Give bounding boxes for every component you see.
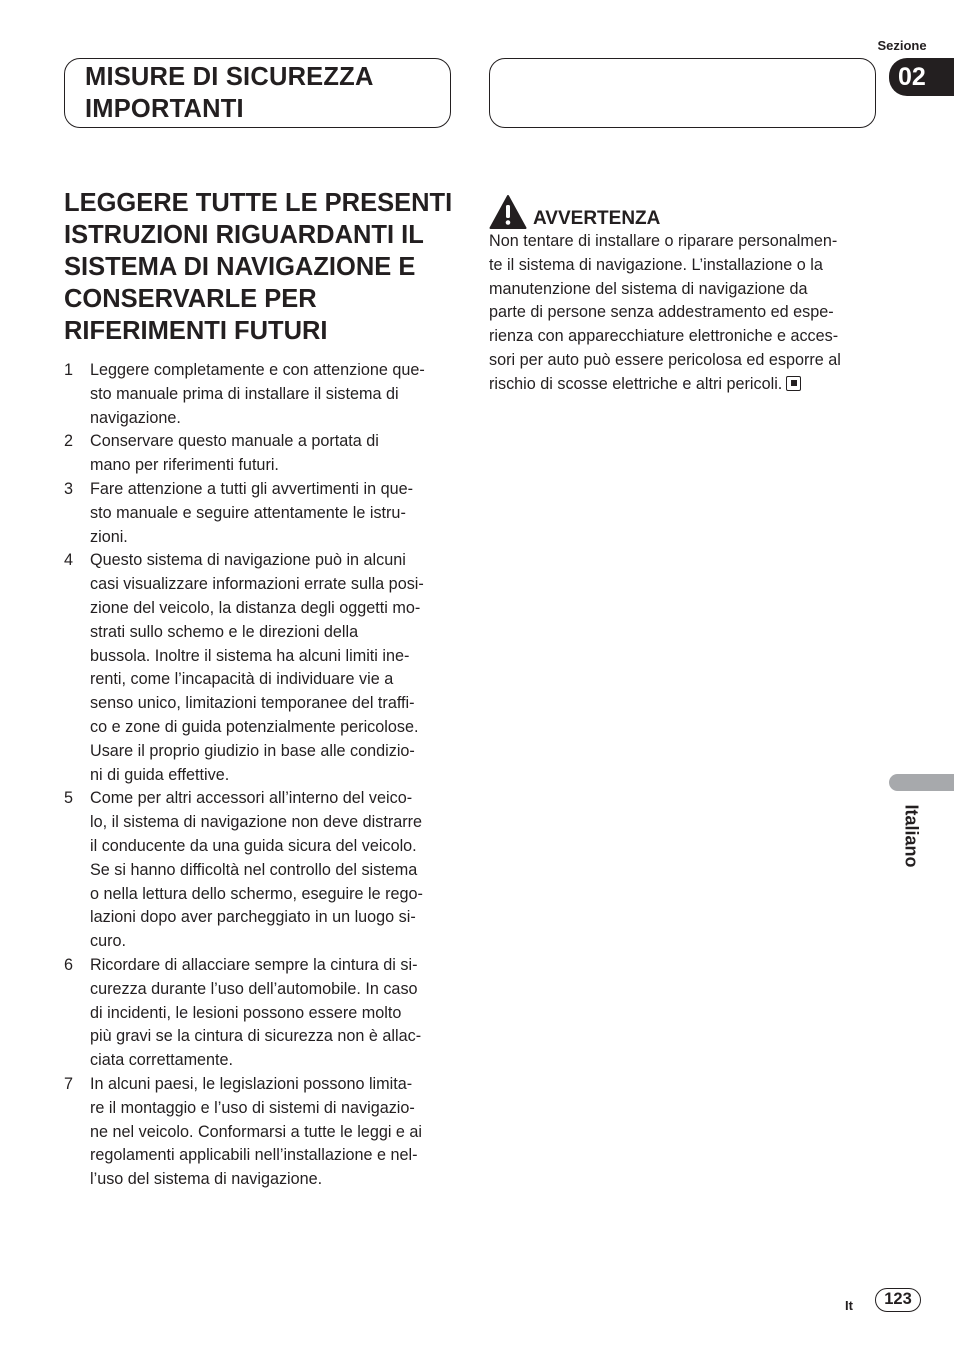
list-item-text bbox=[90, 1073, 454, 1192]
list-item-line: Come per altri accessori all’interno del veico- bbox=[90, 789, 413, 808]
list-item-line: il conducente da una guida sicura del veicolo. bbox=[90, 836, 417, 855]
list-item-line: renti, come l’incapacità di individuare vie a bbox=[90, 670, 394, 689]
list-item-line: curo. bbox=[90, 932, 126, 951]
list-item-line: sto manuale e seguire attentamente le istru- bbox=[90, 503, 406, 522]
list-item-line: navigazione. bbox=[90, 408, 181, 427]
list-item-line: regolamenti applicabili nell’installazione e nel- bbox=[90, 1146, 418, 1165]
section-label: Sezione bbox=[877, 38, 927, 53]
list-item-line: In alcuni paesi, le legislazioni possono limita- bbox=[90, 1074, 413, 1093]
list-item bbox=[64, 430, 454, 478]
language-tab bbox=[889, 774, 954, 791]
list-item-line: Usare il proprio giudizio in base alle condizio- bbox=[90, 741, 415, 760]
list-item-line: co e zone di guida potenzialmente pericolose. bbox=[90, 717, 419, 736]
list-item-line: Questo sistema di navigazione può in alcuni bbox=[90, 551, 406, 570]
page-number: 123 bbox=[875, 1288, 921, 1312]
warning-line: sori per auto può essere pericolosa ed esporre al bbox=[489, 350, 841, 369]
language-code: It bbox=[845, 1298, 853, 1313]
list-item bbox=[64, 359, 454, 430]
list-item bbox=[64, 549, 454, 787]
list-item-number: 4 bbox=[64, 551, 74, 570]
main-heading: LEGGERE TUTTE LE PRESENTI ISTRUZIONI RIGUARDANTI IL SISTEMA DI NAVIGAZIONE E CONSERVARLE PER RIFERIMENTI FUTURI bbox=[64, 189, 453, 345]
main-column bbox=[64, 187, 454, 1192]
section-title-box bbox=[64, 58, 451, 128]
section-number-tab: 02 bbox=[889, 58, 954, 96]
end-of-section-icon bbox=[786, 376, 801, 391]
list-item-line: o nella lettura dello schermo, eseguire le rego- bbox=[90, 884, 423, 903]
list-item-line: Leggere completamente e con attenzione que- bbox=[90, 361, 425, 379]
list-item-text bbox=[90, 549, 454, 787]
list-item-number: 3 bbox=[64, 479, 74, 498]
list-item-line: senso unico, limitazioni temporanee del traffi- bbox=[90, 694, 415, 713]
list-item-line: bussola. Inoltre il sistema ha alcuni limiti ine- bbox=[90, 646, 410, 665]
list-item-line: Se si hanno difficoltà nel controllo del sistema bbox=[90, 860, 418, 879]
list-item-text bbox=[90, 787, 454, 954]
list-item-number: 1 bbox=[64, 361, 74, 379]
section-title: MISURE DI SICUREZZA IMPORTANTI bbox=[85, 63, 373, 123]
warning-text bbox=[489, 230, 871, 397]
list-item-line: ciata correttamente. bbox=[90, 1051, 234, 1070]
warning-line: te il sistema di navigazione. L’installazione o la bbox=[489, 255, 823, 274]
list-item-line: ni di guida effettive. bbox=[90, 765, 230, 784]
warning-line: rienza con apparecchiature elettroniche e acces- bbox=[489, 327, 839, 346]
list-item-line: casi visualizzare informazioni errate sulla posi- bbox=[90, 575, 424, 594]
list-item-line: curezza durante l’uso dell’automobile. In caso bbox=[90, 979, 418, 998]
list-item-line: più gravi se la cintura di sicurezza non è allac- bbox=[90, 1027, 422, 1046]
list-item-line: l’uso del sistema di navigazione. bbox=[90, 1170, 323, 1189]
list-item-text bbox=[90, 954, 454, 1073]
list-item-line: re il montaggio e l’uso di sistemi di navigazio- bbox=[90, 1098, 415, 1117]
list-item-line: Fare attenzione a tutti gli avvertimenti in que- bbox=[90, 479, 414, 498]
list-item-line: Ricordare di allacciare sempre la cintura di si- bbox=[90, 955, 418, 974]
list-item-line: Conservare questo manuale a portata di bbox=[90, 432, 379, 451]
list-item-text bbox=[90, 359, 454, 430]
list-item bbox=[64, 954, 454, 1073]
list-item-number: 7 bbox=[64, 1074, 74, 1093]
list-item bbox=[64, 1073, 454, 1192]
list-item-number: 2 bbox=[64, 432, 74, 451]
list-item-number: 5 bbox=[64, 789, 74, 808]
warning-title: AVVERTENZA bbox=[533, 208, 661, 229]
list-item-line: lo, il sistema di navigazione non deve distrarre bbox=[90, 813, 423, 832]
warning-column bbox=[489, 192, 871, 397]
warning-line: manutenzione del sistema di navigazione da bbox=[489, 279, 808, 298]
list-item-line: ne nel veicolo. Conformarsi a tutte le leggi e ai bbox=[90, 1122, 423, 1141]
list-item-line: zione del veicolo, la distanza degli oggetti mo- bbox=[90, 598, 421, 617]
list-item bbox=[64, 787, 454, 954]
list-item-line: lazioni dopo aver parcheggiato in un luogo si- bbox=[90, 908, 416, 927]
warning-line: parte di persone senza addestramento ed espe- bbox=[489, 303, 834, 322]
list-item-line: sto manuale prima di installare il sistema di bbox=[90, 384, 399, 403]
warning-line: rischio di scosse elettriche e altri pericoli. bbox=[489, 374, 783, 393]
instruction-list bbox=[64, 359, 454, 1192]
list-item-line: mano per riferimenti futuri. bbox=[90, 456, 279, 475]
warning-triangle-icon bbox=[489, 194, 527, 230]
warning-header bbox=[489, 192, 871, 230]
warning-line: Non tentare di installare o riparare personalmen- bbox=[489, 232, 838, 250]
list-item-number: 6 bbox=[64, 955, 74, 974]
list-item-line: zioni. bbox=[90, 527, 128, 546]
list-item-line: strati sullo schemo e le direzioni della bbox=[90, 622, 359, 641]
language-label: Italiano bbox=[901, 804, 922, 868]
list-item-text bbox=[90, 478, 454, 549]
header-empty-box bbox=[489, 58, 876, 128]
list-item bbox=[64, 478, 454, 549]
list-item-line: di incidenti, le lesioni possono essere molto bbox=[90, 1003, 402, 1022]
list-item-text bbox=[90, 430, 454, 478]
